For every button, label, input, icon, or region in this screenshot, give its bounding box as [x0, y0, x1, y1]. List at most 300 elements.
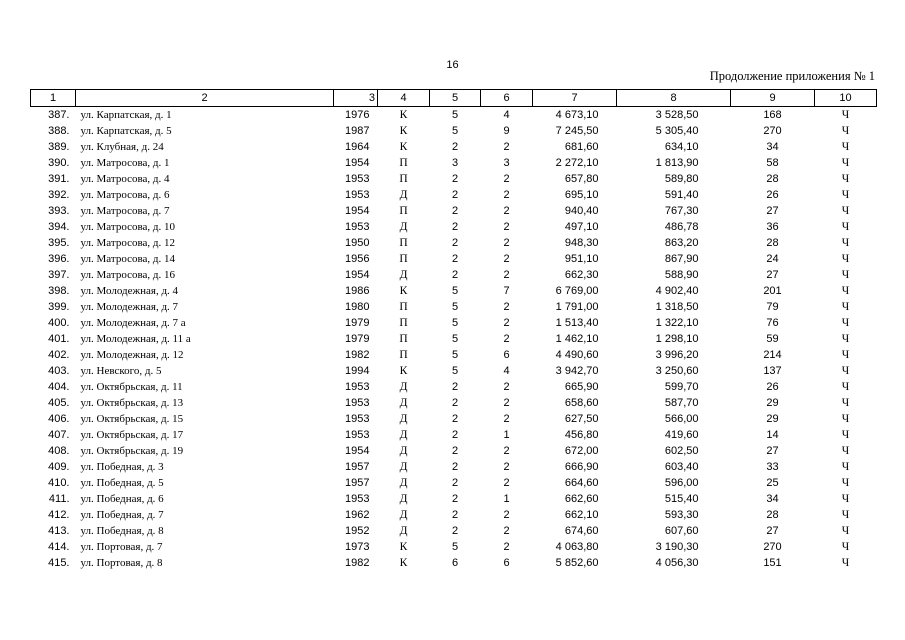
entrances-cell: 4 [503, 109, 510, 121]
row-number-cell: 393. [48, 205, 70, 217]
living-area-cell: 867,90 [664, 253, 699, 265]
row-number-cell: 407. [48, 429, 70, 441]
wall-material-cell: Д [399, 381, 408, 393]
wall-material-cell: Д [399, 397, 408, 409]
address-cell: ул. Карпатская, д. 5 [80, 125, 172, 137]
row-number-cell: 402. [48, 349, 70, 361]
row-number-cell: 390. [48, 157, 70, 169]
year-built-cell: 1953 [345, 413, 370, 425]
living-area-cell: 1 813,90 [655, 157, 699, 169]
wall-material-cell: П [399, 173, 408, 185]
table-row [31, 283, 877, 299]
year-built-cell: 1982 [345, 349, 370, 361]
address-cell: ул. Матросова, д. 12 [80, 237, 176, 249]
wall-material-cell: Д [399, 269, 408, 281]
residents-cell: 27 [766, 205, 779, 217]
row-number-cell: 394. [48, 221, 70, 233]
wall-material-cell: Д [399, 477, 408, 489]
living-area-cell: 602,50 [664, 445, 699, 457]
year-built-cell: 1950 [345, 237, 370, 249]
row-number-cell: 395. [48, 237, 70, 249]
ownership-type-cell: Ч [841, 413, 850, 425]
total-area-cell: 662,10 [564, 509, 599, 521]
column-header: 10 [815, 90, 877, 107]
floors-cell: 5 [451, 301, 459, 313]
total-area-cell: 497,10 [564, 221, 599, 233]
row-number-cell: 404. [48, 381, 70, 393]
table-row [31, 123, 877, 139]
total-area-cell: 664,60 [564, 477, 599, 489]
row-number-cell: 408. [48, 445, 70, 457]
row-number-cell: 399. [48, 301, 70, 313]
entrances-cell: 6 [503, 557, 510, 569]
total-area-cell: 4 063,80 [555, 541, 599, 553]
total-area-cell: 456,80 [564, 429, 599, 441]
table-row [31, 299, 877, 315]
residents-cell: 27 [766, 525, 779, 537]
living-area-cell: 515,40 [664, 493, 699, 505]
floors-cell: 2 [451, 221, 459, 233]
living-area-cell: 3 190,30 [655, 541, 699, 553]
residents-cell: 26 [766, 381, 779, 393]
floors-cell: 5 [451, 333, 459, 345]
residents-cell: 79 [766, 301, 779, 313]
floors-cell: 5 [451, 365, 459, 377]
table-row [31, 251, 877, 267]
entrances-cell: 2 [503, 189, 510, 201]
living-area-cell: 1 322,10 [655, 317, 699, 329]
table-row [31, 139, 877, 155]
wall-material-cell: П [399, 237, 408, 249]
floors-cell: 3 [451, 157, 459, 169]
residents-cell: 151 [763, 557, 782, 569]
residents-cell: 201 [763, 285, 782, 297]
address-cell: ул. Победная, д. 5 [80, 477, 164, 489]
entrances-cell: 2 [503, 237, 510, 249]
floors-cell: 5 [451, 109, 459, 121]
living-area-cell: 587,70 [664, 397, 699, 409]
year-built-cell: 1957 [345, 477, 370, 489]
total-area-cell: 662,60 [564, 493, 599, 505]
floors-cell: 5 [451, 125, 459, 137]
total-area-cell: 1 513,40 [555, 317, 599, 329]
row-number-cell: 387. [48, 109, 70, 121]
total-area-cell: 665,90 [564, 381, 599, 393]
floors-cell: 5 [451, 541, 459, 553]
address-cell: ул. Октябрьская, д. 19 [80, 445, 184, 457]
total-area-cell: 940,40 [564, 205, 599, 217]
residents-cell: 59 [766, 333, 779, 345]
entrances-cell: 2 [503, 141, 510, 153]
wall-material-cell: П [399, 317, 408, 329]
row-number-cell: 412. [48, 509, 70, 521]
year-built-cell: 1979 [345, 333, 370, 345]
ownership-type-cell: Ч [841, 157, 850, 169]
total-area-cell: 672,00 [564, 445, 599, 457]
address-cell: ул. Матросова, д. 4 [80, 173, 170, 185]
residents-cell: 27 [766, 445, 779, 457]
year-built-cell: 1953 [345, 493, 370, 505]
address-cell: ул. Матросова, д. 1 [80, 157, 170, 169]
floors-cell: 2 [451, 397, 459, 409]
living-area-cell: 596,00 [664, 477, 699, 489]
floors-cell: 2 [451, 525, 459, 537]
wall-material-cell: П [399, 333, 408, 345]
total-area-cell: 4 490,60 [555, 349, 599, 361]
table-row [31, 235, 877, 251]
entrances-cell: 2 [503, 173, 510, 185]
year-built-cell: 1957 [345, 461, 370, 473]
living-area-cell: 588,90 [664, 269, 699, 281]
ownership-type-cell: Ч [841, 141, 850, 153]
residents-cell: 28 [766, 173, 779, 185]
ownership-type-cell: Ч [841, 429, 850, 441]
total-area-cell: 681,60 [564, 141, 599, 153]
entrances-cell: 7 [503, 285, 510, 297]
floors-cell: 2 [451, 477, 459, 489]
column-header: 8 [617, 90, 731, 107]
year-built-cell: 1987 [345, 125, 370, 137]
ownership-type-cell: Ч [841, 189, 850, 201]
residents-cell: 28 [766, 509, 779, 521]
table-row [31, 171, 877, 187]
table-row [31, 315, 877, 331]
row-number-cell: 415. [48, 557, 70, 569]
residents-cell: 25 [766, 477, 779, 489]
ownership-type-cell: Ч [841, 461, 850, 473]
housing-table [30, 89, 877, 571]
residents-cell: 214 [763, 349, 782, 361]
ownership-type-cell: Ч [841, 269, 850, 281]
residents-cell: 270 [763, 125, 782, 137]
wall-material-cell: П [399, 157, 408, 169]
entrances-cell: 2 [503, 541, 510, 553]
row-number-cell: 410. [48, 477, 70, 489]
total-area-cell: 948,30 [564, 237, 599, 249]
year-built-cell: 1953 [345, 173, 370, 185]
residents-cell: 14 [766, 429, 779, 441]
address-cell: ул. Карпатская, д. 1 [80, 109, 172, 121]
ownership-type-cell: Ч [841, 477, 850, 489]
wall-material-cell: Д [399, 445, 408, 457]
table-row [31, 523, 877, 539]
wall-material-cell: К [399, 285, 408, 297]
ownership-type-cell: Ч [841, 381, 850, 393]
ownership-type-cell: Ч [841, 301, 850, 313]
living-area-cell: 593,30 [664, 509, 699, 521]
entrances-cell: 1 [503, 429, 510, 441]
column-header: 1 [31, 90, 76, 107]
wall-material-cell: К [399, 541, 408, 553]
entrances-cell: 2 [503, 253, 510, 265]
wall-material-cell: Д [399, 429, 408, 441]
floors-cell: 2 [451, 429, 459, 441]
living-area-cell: 863,20 [664, 237, 699, 249]
entrances-cell: 9 [503, 125, 510, 137]
wall-material-cell: Д [399, 413, 408, 425]
living-area-cell: 1 318,50 [655, 301, 699, 313]
year-built-cell: 1976 [345, 109, 370, 121]
table-row [31, 475, 877, 491]
year-built-cell: 1964 [345, 141, 370, 153]
row-number-cell: 398. [48, 285, 70, 297]
total-area-cell: 7 245,50 [555, 125, 599, 137]
entrances-cell: 1 [503, 493, 510, 505]
residents-cell: 36 [766, 221, 779, 233]
wall-material-cell: П [399, 301, 408, 313]
entrances-cell: 2 [503, 477, 510, 489]
total-area-cell: 627,50 [564, 413, 599, 425]
total-area-cell: 1 791,00 [555, 301, 599, 313]
address-cell: ул. Победная, д. 8 [80, 525, 164, 537]
row-number-cell: 389. [48, 141, 70, 153]
row-number-cell: 396. [48, 253, 70, 265]
table-body [31, 107, 877, 572]
table-row [31, 347, 877, 363]
address-cell: ул. Октябрьская, д. 13 [80, 397, 184, 409]
year-built-cell: 1982 [345, 557, 370, 569]
column-header: 6 [481, 90, 533, 107]
ownership-type-cell: Ч [841, 285, 850, 297]
floors-cell: 5 [451, 349, 459, 361]
floors-cell: 2 [451, 445, 459, 457]
ownership-type-cell: Ч [841, 317, 850, 329]
floors-cell: 5 [451, 285, 459, 297]
entrances-cell: 3 [503, 157, 510, 169]
row-number-cell: 411. [48, 493, 70, 505]
year-built-cell: 1962 [345, 509, 370, 521]
floors-cell: 2 [451, 189, 459, 201]
total-area-cell: 662,30 [564, 269, 599, 281]
row-number-cell: 413. [48, 525, 70, 537]
living-area-cell: 767,30 [664, 205, 699, 217]
residents-cell: 29 [766, 413, 779, 425]
floors-cell: 2 [451, 509, 459, 521]
total-area-cell: 951,10 [564, 253, 599, 265]
floors-cell: 2 [451, 253, 459, 265]
address-cell: ул. Победная, д. 7 [80, 509, 164, 521]
wall-material-cell: К [399, 365, 408, 377]
year-built-cell: 1980 [345, 301, 370, 313]
residents-cell: 33 [766, 461, 779, 473]
table-row [31, 555, 877, 571]
ownership-type-cell: Ч [841, 237, 850, 249]
table-row [31, 267, 877, 283]
ownership-type-cell: Ч [841, 525, 850, 537]
page-number: 16 [446, 59, 459, 71]
address-cell: ул. Матросова, д. 10 [80, 221, 176, 233]
floors-cell: 5 [451, 317, 459, 329]
residents-cell: 29 [766, 397, 779, 409]
ownership-type-cell: Ч [841, 397, 850, 409]
ownership-type-cell: Ч [841, 557, 850, 569]
wall-material-cell: Д [399, 509, 408, 521]
living-area-cell: 486,78 [664, 221, 699, 233]
year-built-cell: 1953 [345, 397, 370, 409]
entrances-cell: 2 [503, 461, 510, 473]
address-cell: ул. Победная, д. 3 [80, 461, 164, 473]
year-built-cell: 1979 [345, 317, 370, 329]
address-cell: ул. Молодежная, д. 11 а [80, 333, 191, 345]
column-header: 5 [430, 90, 481, 107]
floors-cell: 2 [451, 173, 459, 185]
year-built-cell: 1953 [345, 429, 370, 441]
year-built-cell: 1953 [345, 189, 370, 201]
residents-cell: 26 [766, 189, 779, 201]
year-built-cell: 1952 [345, 525, 370, 537]
address-cell: ул. Октябрьская, д. 15 [80, 413, 184, 425]
address-cell: ул. Портовая, д. 8 [80, 557, 163, 569]
living-area-cell: 603,40 [664, 461, 699, 473]
continuation-label: Продолжение приложения № 1 [709, 69, 875, 83]
row-number-cell: 401. [48, 333, 70, 345]
column-header: 3 [334, 90, 378, 107]
year-built-cell: 1953 [345, 381, 370, 393]
ownership-type-cell: Ч [841, 333, 850, 345]
table-row [31, 507, 877, 523]
address-cell: ул. Молодежная, д. 7 а [80, 317, 186, 329]
row-number-cell: 403. [48, 365, 70, 377]
living-area-cell: 3 250,60 [655, 365, 699, 377]
ownership-type-cell: Ч [841, 173, 850, 185]
address-cell: ул. Молодежная, д. 7 [80, 301, 179, 313]
residents-cell: 58 [766, 157, 779, 169]
table-row [31, 107, 877, 124]
table-row [31, 379, 877, 395]
ownership-type-cell: Ч [841, 205, 850, 217]
address-cell: ул. Молодежная, д. 4 [80, 285, 179, 297]
total-area-cell: 6 769,00 [555, 285, 599, 297]
total-area-cell: 657,80 [564, 173, 599, 185]
year-built-cell: 1953 [345, 221, 370, 233]
entrances-cell: 2 [503, 333, 510, 345]
ownership-type-cell: Ч [841, 125, 850, 137]
row-number-cell: 391. [48, 173, 70, 185]
total-area-cell: 3 942,70 [555, 365, 599, 377]
floors-cell: 2 [451, 237, 459, 249]
table-row [31, 219, 877, 235]
living-area-cell: 4 056,30 [655, 557, 699, 569]
row-number-cell: 405. [48, 397, 70, 409]
table-row [31, 459, 877, 475]
year-built-cell: 1954 [345, 157, 370, 169]
table-row [31, 427, 877, 443]
entrances-cell: 2 [503, 509, 510, 521]
residents-cell: 24 [766, 253, 779, 265]
living-area-cell: 3 996,20 [655, 349, 699, 361]
living-area-cell: 1 298,10 [655, 333, 699, 345]
entrances-cell: 2 [503, 205, 510, 217]
year-built-cell: 1954 [345, 445, 370, 457]
ownership-type-cell: Ч [841, 365, 850, 377]
wall-material-cell: Д [399, 221, 408, 233]
year-built-cell: 1954 [345, 205, 370, 217]
living-area-cell: 3 528,50 [655, 109, 699, 121]
wall-material-cell: П [399, 205, 408, 217]
wall-material-cell: Д [399, 525, 408, 537]
column-header: 9 [731, 90, 815, 107]
ownership-type-cell: Ч [841, 221, 850, 233]
row-number-cell: 400. [48, 317, 70, 329]
wall-material-cell: К [399, 557, 408, 569]
table-row [31, 539, 877, 555]
floors-cell: 2 [451, 141, 459, 153]
entrances-cell: 2 [503, 413, 510, 425]
table-row [31, 203, 877, 219]
living-area-cell: 566,00 [664, 413, 699, 425]
ownership-type-cell: Ч [841, 349, 850, 361]
floors-cell: 2 [451, 493, 459, 505]
wall-material-cell: К [399, 141, 408, 153]
living-area-cell: 419,60 [664, 429, 699, 441]
wall-material-cell: К [399, 125, 408, 137]
residents-cell: 28 [766, 237, 779, 249]
residents-cell: 168 [763, 109, 782, 121]
floors-cell: 2 [451, 205, 459, 217]
living-area-cell: 599,70 [664, 381, 699, 393]
year-built-cell: 1994 [345, 365, 370, 377]
residents-cell: 34 [766, 141, 779, 153]
address-cell: ул. Матросова, д. 14 [80, 253, 176, 265]
table-row [31, 491, 877, 507]
living-area-cell: 634,10 [664, 141, 699, 153]
entrances-cell: 2 [503, 525, 510, 537]
wall-material-cell: П [399, 349, 408, 361]
total-area-cell: 4 673,10 [555, 109, 599, 121]
entrances-cell: 2 [503, 317, 510, 329]
address-cell: ул. Клубная, д. 24 [80, 141, 164, 153]
floors-cell: 6 [451, 557, 459, 569]
table-row [31, 443, 877, 459]
living-area-cell: 591,40 [664, 189, 699, 201]
address-cell: ул. Портовая, д. 7 [80, 541, 163, 553]
address-cell: ул. Матросова, д. 7 [80, 205, 170, 217]
column-header: 7 [533, 90, 617, 107]
address-cell: ул. Матросова, д. 6 [80, 189, 170, 201]
year-built-cell: 1986 [345, 285, 370, 297]
living-area-cell: 5 305,40 [655, 125, 699, 137]
year-built-cell: 1954 [345, 269, 370, 281]
column-number-row [31, 90, 877, 107]
table-row [31, 395, 877, 411]
entrances-cell: 4 [503, 365, 510, 377]
ownership-type-cell: Ч [841, 509, 850, 521]
total-area-cell: 658,60 [564, 397, 599, 409]
row-number-cell: 392. [48, 189, 70, 201]
living-area-cell: 607,60 [664, 525, 699, 537]
ownership-type-cell: Ч [841, 541, 850, 553]
row-number-cell: 406. [48, 413, 70, 425]
address-cell: ул. Победная, д. 6 [80, 493, 164, 505]
residents-cell: 76 [766, 317, 779, 329]
total-area-cell: 666,90 [564, 461, 599, 473]
ownership-type-cell: Ч [841, 253, 850, 265]
entrances-cell: 2 [503, 445, 510, 457]
row-number-cell: 414. [48, 541, 70, 553]
living-area-cell: 589,80 [664, 173, 699, 185]
address-cell: ул. Октябрьская, д. 17 [80, 429, 184, 441]
ownership-type-cell: Ч [841, 445, 850, 457]
entrances-cell: 2 [503, 269, 510, 281]
column-header: 2 [76, 90, 334, 107]
floors-cell: 2 [451, 413, 459, 425]
row-number-cell: 388. [48, 125, 70, 137]
entrances-cell: 2 [503, 381, 510, 393]
wall-material-cell: Д [399, 461, 408, 473]
address-cell: ул. Матросова, д. 16 [80, 269, 176, 281]
entrances-cell: 6 [503, 349, 510, 361]
total-area-cell: 2 272,10 [555, 157, 599, 169]
